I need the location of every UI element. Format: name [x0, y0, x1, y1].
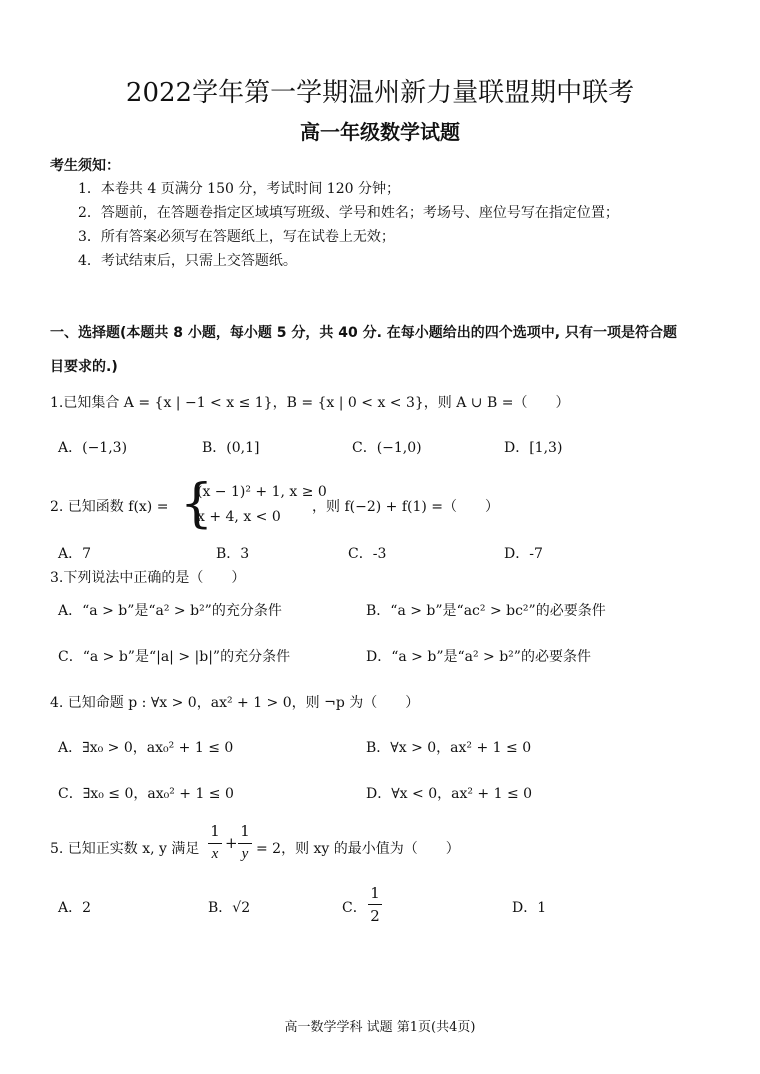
notice-item: 1．本卷共 4 页满分 150 分，考试时间 120 分钟； — [78, 181, 400, 197]
question-2-option-a: A．7 — [58, 546, 92, 562]
fraction-numerator: 1 — [210, 822, 220, 840]
question-3-option-b: B．“a > b”是“ac² > bc²”的必要条件 — [366, 603, 606, 619]
notice-heading: 考生须知： — [50, 158, 120, 174]
question-5-stem-suffix: = 2，则 xy 的最小值为（ ） — [256, 841, 460, 857]
plus-sign: + — [225, 834, 238, 852]
question-5-option-c: C． — [342, 900, 367, 916]
section-heading: 一、选择题(本题共 8 小题，每小题 5 分，共 40 分. 在每小题给出的四个选项中, 只有一项是符合题 — [50, 325, 677, 341]
question-3-option-a: A．“a > b”是“a² > b²”的充分条件 — [58, 603, 282, 619]
question-4-option-c: C．∃x₀ ≤ 0，ax₀² + 1 ≤ 0 — [58, 786, 234, 802]
question-2-option-d: D．-7 — [504, 546, 543, 562]
question-1-option-a: A．(−1,3) — [58, 440, 128, 456]
fraction-bar — [368, 904, 382, 905]
question-2-case-2: x + 4, x < 0 — [197, 509, 281, 525]
question-1-option-b: B．(0,1] — [202, 440, 260, 456]
question-1-option-c: C．(−1,0) — [352, 440, 422, 456]
notice-item: 2．答题前，在答题卷指定区域填写班级、学号和姓名；考场号、座位号写在指定位置； — [78, 205, 619, 221]
question-2-case-1: (x − 1)² + 1, x ≥ 0 — [197, 484, 327, 500]
fraction-numerator: 1 — [240, 822, 250, 840]
fraction-denominator-y: y — [241, 846, 249, 862]
question-4-option-b: B．∀x > 0，ax² + 1 ≤ 0 — [366, 740, 532, 756]
question-2-option-b: B．3 — [216, 546, 250, 562]
question-3-stem: 3.下列说法中正确的是（ ） — [50, 570, 246, 586]
question-5-option-b: B．√2 — [208, 900, 251, 916]
notice-item: 3．所有答案必须写在答题纸上，写在试卷上无效； — [78, 229, 395, 245]
question-2-option-c: C．-3 — [348, 546, 387, 562]
question-4-option-a: A．∃x₀ > 0，ax₀² + 1 ≤ 0 — [58, 740, 234, 756]
question-2-suffix: ，则 f(−2) + f(1) =（ ） — [312, 499, 500, 515]
question-1-stem: 1.已知集合 A = {x | −1 < x ≤ 1}，B = {x | 0 < x < 3}，则 A ∪ B =（ ） — [50, 395, 570, 411]
fraction-bar — [208, 843, 222, 844]
question-4-option-d: D．∀x < 0，ax² + 1 ≤ 0 — [366, 786, 533, 802]
exam-title: 2022学年第一学期温州新力量联盟期中联考 — [125, 78, 635, 108]
question-5-stem-prefix: 5. 已知正实数 x, y 满足 — [50, 841, 200, 857]
question-5-option-a: A．2 — [58, 900, 92, 916]
question-3-option-d: D．“a > b”是“a² > b²”的必要条件 — [366, 649, 591, 665]
question-1-option-d: D．[1,3) — [504, 440, 563, 456]
section-heading-cont: 目要求的.) — [50, 359, 118, 375]
fraction-denominator-x: x — [211, 846, 219, 862]
notice-item: 4．考试结束后，只需上交答题纸。 — [78, 253, 297, 269]
exam-subtitle: 高一年级数学试题 — [300, 120, 460, 144]
fraction-denominator: 2 — [370, 907, 380, 925]
fraction-bar — [238, 843, 252, 844]
page-footer: 高一数学学科 试题 第1页(共4页) — [284, 1020, 476, 1035]
question-4-stem: 4. 已知命题 p : ∀x > 0，ax² + 1 > 0，则 ¬p 为（ ） — [50, 695, 420, 711]
fraction-numerator: 1 — [370, 884, 380, 902]
question-3-option-c: C．“a > b”是“|a| > |b|”的充分条件 — [58, 649, 291, 665]
brace-symbol: { — [180, 474, 214, 534]
question-2-prefix: 2. 已知函数 f(x) = — [50, 499, 169, 515]
question-5-option-d: D．1 — [512, 900, 547, 916]
